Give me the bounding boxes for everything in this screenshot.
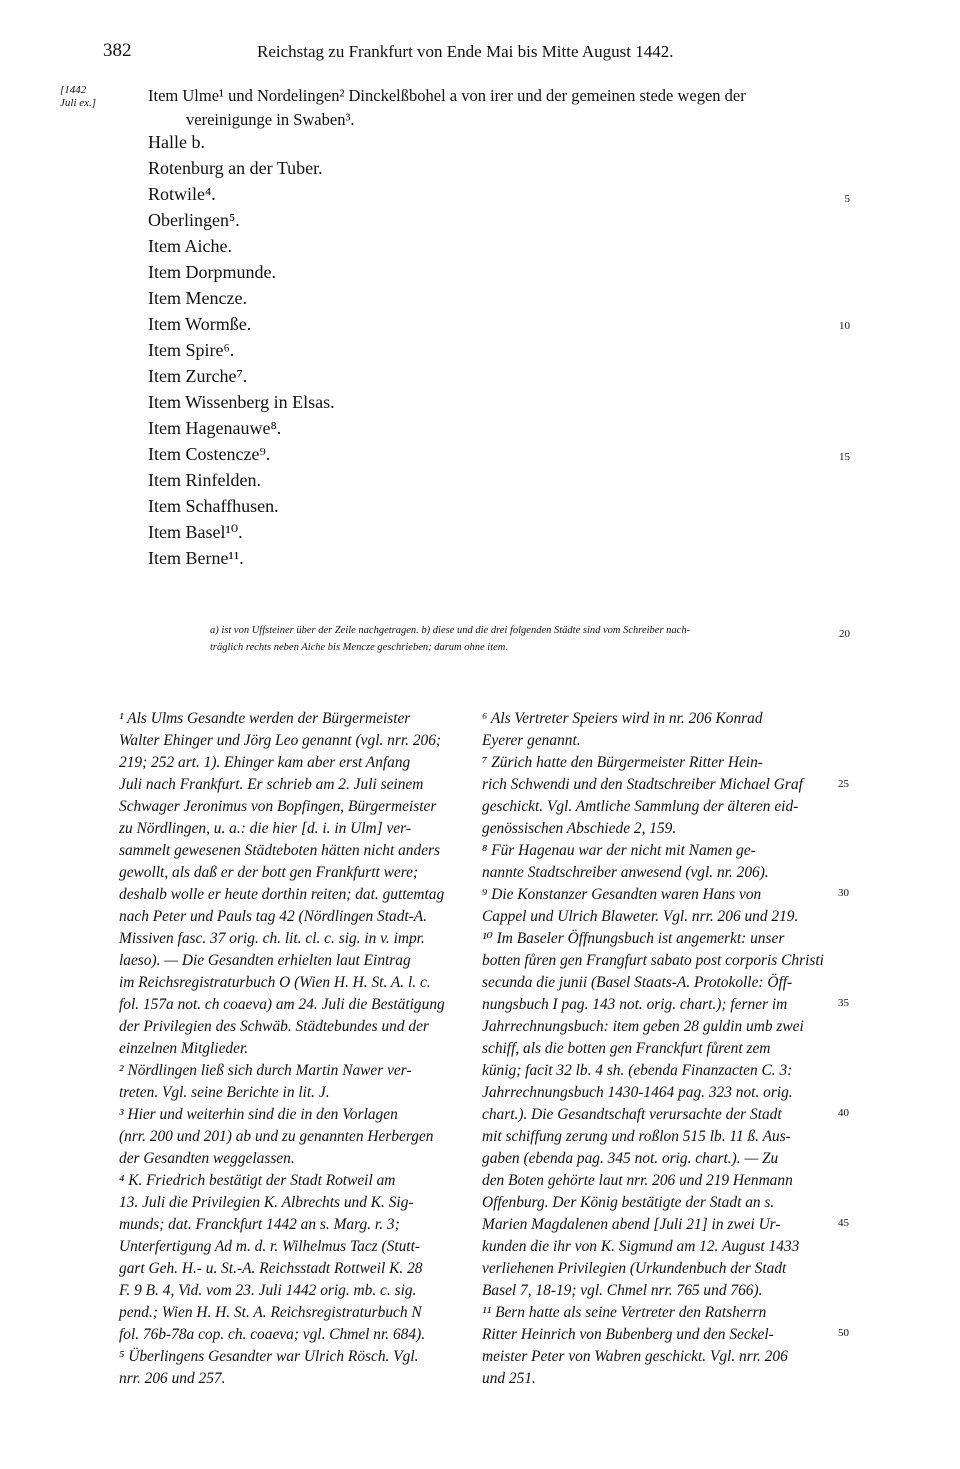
footnote-line: schiff, als die botten gen Franckfurt fůrent zem [482, 1040, 771, 1057]
footnotes-right-column [482, 708, 832, 1390]
footnote-line: Jahrrechnungsbuch 1430-1464 pag. 323 not. orig. [482, 1084, 793, 1101]
list-entry: vereinigunge in Swaben³. [186, 110, 355, 129]
footnote-line: nannte Stadtschreiber anwesend (vgl. nr. 206). [482, 864, 769, 881]
footnote-line: ⁵ Überlingens Gesandter war Ulrich Rösch. Vgl. [119, 1348, 419, 1365]
footnote-line: ⁸ Für Hagenau war der nicht mit Namen ge- [482, 842, 756, 859]
footnote-line: mit schiffung zerung und roßlon 515 lb. 11 ß. Aus- [482, 1128, 791, 1145]
list-entry: Item Spire⁶. [148, 340, 235, 360]
footnote-line: Cappel und Ulrich Blaweter. Vgl. nrr. 206 und 219. [482, 908, 799, 925]
list-entry: Item Dorpmunde. [148, 262, 276, 282]
list-entry: Oberlingen⁵. [148, 210, 240, 230]
running-title: Reichstag zu Frankfurt von Ende Mai bis Mitte August 1442. [257, 42, 674, 61]
list-entry: Item Zurche⁷. [148, 366, 248, 386]
footnote-line: genössischen Abschiede 2, 159. [482, 820, 677, 837]
footnote-line: (nrr. 200 und 201) ab und zu genannten Herbergen [119, 1128, 434, 1145]
footnote-line: kunden die ihr von K. Sigmund am 12. August 1433 [482, 1238, 800, 1255]
footnote-line: gart Geh. H.- u. St.-A. Reichsstadt Rottweil K. 28 [119, 1260, 423, 1277]
list-entry: Item Aiche. [148, 236, 232, 256]
footnote-line: künig; facit 32 lb. 4 sh. (ebenda Finanzacten C. 3: [482, 1062, 793, 1079]
footnote-line: fol. 157a not. ch coaeva) am 24. Juli die Bestätigung [119, 996, 445, 1013]
line-number: 30 [838, 887, 849, 899]
list-entry: Rotenburg an der Tuber. [148, 158, 323, 178]
line-number: 35 [838, 997, 849, 1009]
footnote-line: ¹ Als Ulms Gesandte werden der Bürgermeister [119, 710, 411, 727]
list-entry: Item Wissenberg in Elsas. [148, 392, 335, 412]
list-entry: Item Rinfelden. [148, 470, 261, 490]
list-entry: Item Basel¹⁰. [148, 522, 243, 542]
footnote-line: Ritter Heinrich von Bubenberg und den Seckel- [482, 1326, 774, 1343]
footnote-line: einzelnen Mitglieder. [119, 1040, 249, 1057]
footnote-line: F. 9 B. 4, Vid. vom 23. Juli 1442 orig. mb. c. sig. [119, 1282, 417, 1299]
footnote-line: treten. Vgl. seine Berichte in lit. J. [119, 1084, 330, 1101]
list-entry: Item Mencze. [148, 288, 247, 308]
list-entry: Item Schaffhusen. [148, 496, 279, 516]
footnote-line: botten fůren gen Frangfurt sabato post corporis Christi [482, 952, 824, 969]
list-entry: Item Hagenauwe⁸. [148, 418, 282, 438]
footnote-line: und 251. [482, 1370, 536, 1387]
footnote-line: ⁴ K. Friedrich bestätigt der Stadt Rotweil am [119, 1172, 396, 1189]
footnote-line: ⁷ Zürich hatte den Bürgermeister Ritter Hein- [482, 754, 763, 771]
footnote-line: geschickt. Vgl. Amtliche Sammlung der älteren eid- [482, 798, 799, 815]
footnote-line: ⁶ Als Vertreter Speiers wird in nr. 206 Konrad [482, 710, 763, 727]
list-entry: Item Wormße. [148, 314, 252, 334]
footnote-line: deshalb wolle er heute dorthin reiten; dat. guttemtag [119, 886, 445, 903]
list-entry: Item Berne¹¹. [148, 548, 244, 568]
margin-note-line: Juli ex.] [60, 97, 97, 109]
footnote-line: Schwager Jeronimus von Bopfingen, Bürgermeister [119, 798, 437, 815]
footnote-line: munds; dat. Franckfurt 1442 an s. Marg. r. 3; [119, 1216, 400, 1233]
footnotes-left-column [119, 708, 459, 1390]
line-number: 20 [839, 628, 850, 640]
line-number: 50 [838, 1327, 849, 1339]
footnote-line: secunda die junii (Basel Staats-A. Protokolle: Öff- [482, 974, 793, 991]
footnote-line: ⁹ Die Konstanzer Gesandten waren Hans von [482, 886, 762, 903]
footnote-line: gaben (ebenda pag. 345 not. orig. chart.). — Zu [482, 1150, 779, 1167]
footnote-line: 13. Juli die Privilegien K. Albrechts und K. Sig- [119, 1194, 414, 1211]
footnote-line: rich Schwendi und den Stadtschreiber Michael Graf [482, 776, 803, 793]
footnote-line: chart.). Die Gesandtschaft verursachte der Stadt [482, 1106, 782, 1123]
footnote-line: nrr. 206 und 257. [119, 1370, 226, 1387]
line-number: 25 [838, 778, 849, 790]
footnote-line: Basel 7, 18-19; vgl. Chmel nrr. 765 und 766). [482, 1282, 763, 1299]
footnote-line: pend.; Wien H. H. St. A. Reichsregistraturbuch N [119, 1304, 422, 1321]
footnote-line: laeso). — Die Gesandten erhielten laut Eintrag [119, 952, 411, 969]
footnote-line: ¹¹ Bern hatte als seine Vertreter den Ratsherrn [482, 1304, 767, 1321]
footnote-line: der Privilegien des Schwäb. Städtebundes und der [119, 1018, 429, 1035]
line-number: 5 [844, 193, 850, 205]
footnote-line: Juli nach Frankfurt. Er schrieb am 2. Juli seinem [119, 776, 424, 793]
footnote-line: Missiven fasc. 37 orig. ch. lit. cl. c. sig. in v. impr. [119, 930, 425, 947]
footnote-line: gewollt, als daß er der bott gen Frankfurtt were; [119, 864, 419, 881]
margin-note-line: [1442 [60, 84, 87, 96]
footnote-line: Jahrrechnungsbuch: item geben 28 guldin umb zwei [482, 1018, 804, 1035]
list-entry: Halle b. [148, 132, 205, 152]
footnote-line: ¹⁰ Im Baseler Öffnungsbuch ist angemerkt: unser [482, 930, 785, 947]
page-number: 382 [103, 40, 132, 61]
list-entry: Rotwile⁴. [148, 184, 216, 204]
apparatus-note: träglich rechts neben Aiche bis Mencze geschrieben; darum ohne item. [210, 642, 509, 653]
footnote-line: Unterfertigung Ad m. d. r. Wilhelmus Tacz (Stutt- [119, 1238, 420, 1255]
footnote-line: 219; 252 art. 1). Ehinger kam aber erst Anfang [119, 754, 411, 771]
footnote-line: Offenburg. Der König bestätigte der Stadt an s. [482, 1194, 775, 1211]
apparatus-note: a) ist von Uffsteiner über der Zeile nachgetragen. b) diese und die drei folgenden Städte sind vom Schreiber nach- [210, 625, 691, 636]
line-number: 10 [839, 320, 850, 332]
line-number: 15 [839, 451, 850, 463]
footnote-line: der Gesandten weggelassen. [119, 1150, 295, 1167]
footnote-line: zu Nördlingen, u. a.: die hier [d. i. in Ulm] ver- [119, 820, 411, 837]
footnote-line: fol. 76b-78a cop. ch. coaeva; vgl. Chmel nr. 684). [119, 1326, 426, 1343]
line-number: 45 [838, 1217, 849, 1229]
margin-date-note [60, 84, 96, 110]
footnote-line: meister Peter von Wabren geschickt. Vgl. nrr. 206 [482, 1348, 788, 1365]
list-entry: Item Ulme¹ und Nordelingen² Dinckelßbohel a von irer und der gemeinen stede wegen der [148, 86, 746, 105]
footnote-line: ² Nördlingen ließ sich durch Martin Nawer ver- [119, 1062, 412, 1079]
footnote-line: sammelt gewesenen Städteboten hätten nicht anders [119, 842, 441, 859]
footnote-line: nungsbuch I pag. 143 not. orig. chart.); ferner im [482, 996, 788, 1013]
footnote-line: im Reichsregistraturbuch O (Wien H. H. St. A. l. c. [119, 974, 431, 991]
footnote-line: den Boten gehörte laut nrr. 206 und 219 Henmann [482, 1172, 793, 1189]
footnote-line: nach Peter und Pauls tag 42 (Nördlingen Stadt-A. [119, 908, 428, 925]
footnote-line: Eyerer genannt. [482, 732, 581, 749]
line-number: 40 [838, 1107, 849, 1119]
footnote-line: ³ Hier und weiterhin sind die in den Vorlagen [119, 1106, 398, 1123]
list-entry: Item Costencze⁹. [148, 444, 271, 464]
footnote-line: Marien Magdalenen abend [Juli 21] in zwei Ur- [482, 1216, 781, 1233]
footnote-line: Walter Ehinger und Jörg Leo genannt (vgl. nrr. 206; [119, 732, 442, 749]
footnote-line: verliehenen Privilegien (Urkundenbuch der Stadt [482, 1260, 787, 1277]
